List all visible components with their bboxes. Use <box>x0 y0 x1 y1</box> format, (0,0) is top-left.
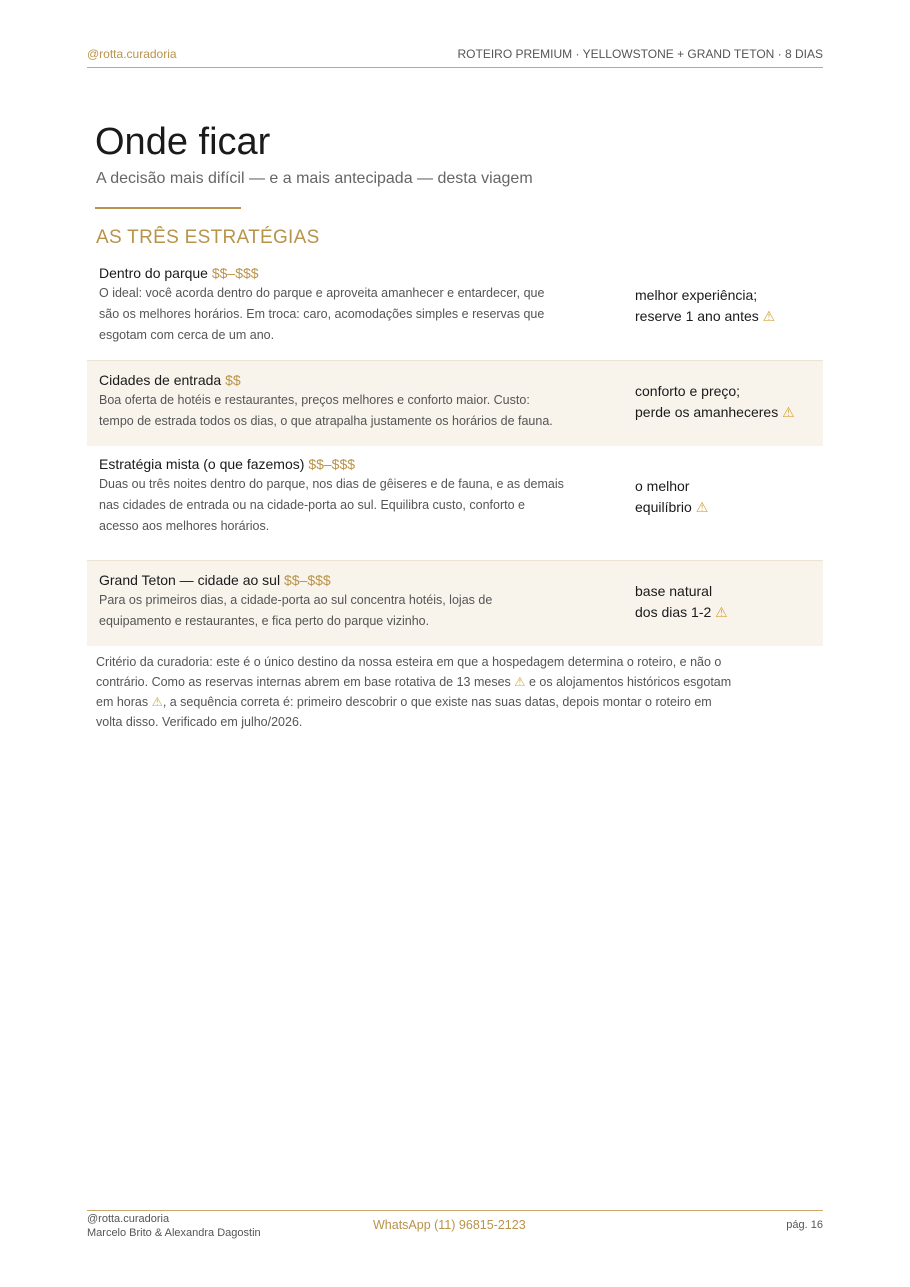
strategy-price: $$–$$$ <box>211 265 259 281</box>
strategy-summary-line <box>635 602 815 623</box>
strategy-row <box>87 446 823 561</box>
warning-icon: ⚠ <box>514 675 526 689</box>
warning-icon: ⚠ <box>782 404 795 420</box>
strategy-name <box>99 372 615 388</box>
strategy-description <box>99 474 615 537</box>
strategy-name-text: Dentro do parque <box>99 265 208 281</box>
note-text: , a sequência correta é: primeiro descobrir o que existe nas suas datas, depois montar o roteiro em <box>162 695 712 709</box>
strategy-summary-line <box>635 402 815 423</box>
note-line: Critério da curadoria: este é o único destino da nossa esteira em que a hospedagem determina o roteiro, e não o <box>96 655 722 669</box>
warning-icon: ⚠ <box>715 604 728 620</box>
title-divider <box>95 207 241 209</box>
note-text: e os alojamentos históricos esgotam <box>528 675 732 689</box>
strategy-summary-text: reserve 1 ano antes <box>635 308 759 324</box>
strategy-info <box>99 372 615 432</box>
strategy-description <box>99 590 615 632</box>
strategy-price: $$–$$$ <box>308 456 356 472</box>
page-number: pág. 16 <box>786 1219 823 1231</box>
note-line: volta disso. Verificado em julho/2026. <box>96 715 303 729</box>
strategy-name-text: Estratégia mista (o que fazemos) <box>99 456 305 472</box>
note-line <box>96 692 820 712</box>
strategy-description-line: são os melhores horários. Em troca: caro, acomodações simples e reservas que <box>99 307 545 321</box>
strategy-info <box>99 265 615 346</box>
warning-icon: ⚠ <box>695 499 709 515</box>
strategy-description-line: nas cidades de entrada ou na cidade-porta ao sul. Equilibra custo, conforto e <box>99 498 525 512</box>
strategy-summary-line: o melhor <box>635 478 690 494</box>
strategy-name <box>99 265 615 281</box>
header-brand: @rotta.curadoria <box>87 47 177 61</box>
page-subtitle: A decisão mais difícil — e a mais antecipada — desta viagem <box>96 170 533 187</box>
strategy-description <box>99 390 615 432</box>
note-text: em horas <box>96 695 149 709</box>
strategy-description-line: O ideal: você acorda dentro do parque e aproveita amanhecer e entardecer, que <box>99 286 545 300</box>
page-header <box>87 46 823 68</box>
strategy-summary-line: conforto e preço; <box>635 383 741 399</box>
footer-whatsapp-link[interactable]: WhatsApp (11) 96815-2123 <box>373 1218 526 1232</box>
curation-note <box>96 652 820 732</box>
strategy-description-line: Para os primeiros dias, a cidade-porta ao sul concentra hotéis, lojas de <box>99 593 493 607</box>
warning-icon: ⚠ <box>151 695 163 709</box>
strategy-row <box>87 361 823 446</box>
warning-icon: ⚠ <box>762 308 776 324</box>
note-text: contrário. Como as reservas internas abrem em base rotativa de 13 meses <box>96 675 511 689</box>
strategy-summary <box>635 285 815 327</box>
strategy-summary-text: equilíbrio <box>635 499 692 515</box>
section-title: AS TRÊS ESTRATÉGIAS <box>96 227 320 248</box>
strategy-row <box>87 255 823 361</box>
strategy-summary-line: base natural <box>635 583 713 599</box>
strategies-table <box>87 255 823 646</box>
strategy-price: $$ <box>225 372 241 388</box>
note-line <box>96 672 820 692</box>
strategy-summary <box>635 581 815 623</box>
strategy-info <box>99 572 615 632</box>
header-document-title: ROTEIRO PREMIUM · YELLOWSTONE + GRAND TETON · 8 DIAS <box>457 47 823 61</box>
strategy-summary-line <box>635 497 815 518</box>
strategy-price: $$–$$$ <box>283 572 331 588</box>
strategy-description-line: tempo de estrada todos os dias, o que atrapalha justamente os horários de fauna. <box>99 414 553 428</box>
strategy-summary <box>635 381 815 423</box>
page-footer <box>87 1210 823 1241</box>
strategy-description-line: acesso aos melhores horários. <box>99 519 270 533</box>
strategy-name <box>99 456 615 472</box>
strategy-description-line: Duas ou três noites dentro do parque, nos dias de gêiseres e de fauna, e as demais <box>99 477 564 491</box>
strategy-row <box>87 561 823 646</box>
strategy-summary-line: melhor experiência; <box>635 287 758 303</box>
strategy-name <box>99 572 615 588</box>
strategy-description-line: Boa oferta de hotéis e restaurantes, preços melhores e conforto maior. Custo: <box>99 393 530 407</box>
strategy-name-text: Cidades de entrada <box>99 372 222 388</box>
strategy-description-line: esgotam com cerca de um ano. <box>99 328 275 342</box>
footer-brand: @rotta.curadoria <box>87 1213 170 1225</box>
strategy-summary-text: perde os amanheceres <box>635 404 779 420</box>
page-title: Onde ficar <box>95 121 271 163</box>
strategy-name-text: Grand Teton — cidade ao sul <box>99 572 281 588</box>
footer-authors: Marcelo Brito & Alexandra Dagostin <box>87 1227 261 1239</box>
strategy-summary <box>635 476 815 518</box>
strategy-summary-line <box>635 306 815 327</box>
strategy-description <box>99 283 615 346</box>
strategy-summary-text: dos dias 1-2 <box>635 604 712 620</box>
strategy-info <box>99 456 615 537</box>
strategy-description-line: equipamento e restaurantes, e fica perto do parque vizinho. <box>99 614 430 628</box>
